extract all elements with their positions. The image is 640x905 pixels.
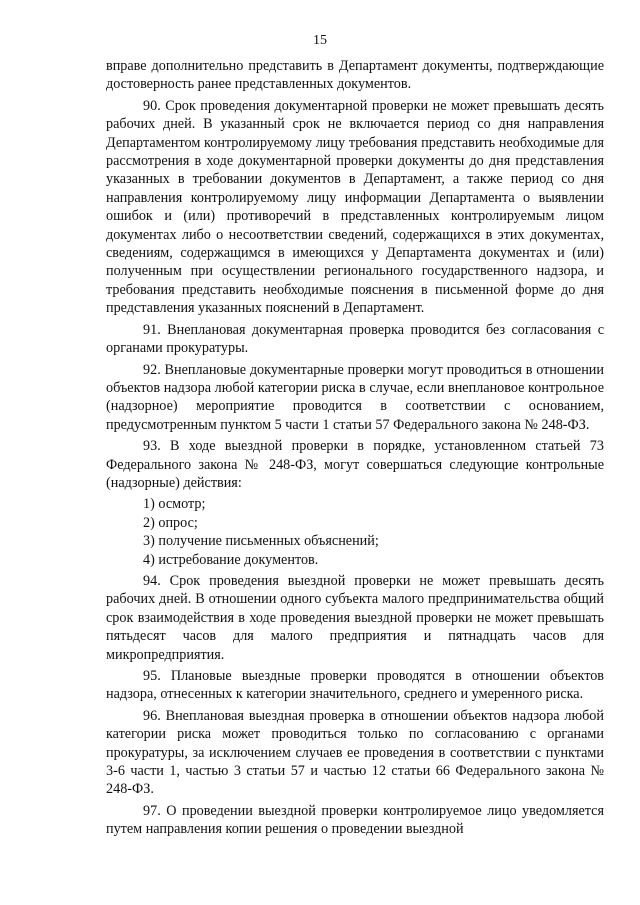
actions-list bbox=[106, 495, 604, 569]
paragraph-91: 91. Внеплановая документарная проверка проводится без согласования с органами прокуратуры. bbox=[106, 321, 604, 357]
paragraph-95: 95. Плановые выездные проверки проводятся в отношении объектов надзора, отнесенных к категории значительного, среднего и умеренного риска. bbox=[106, 668, 604, 703]
paragraph-93: 93. В ходе выездной проверки в порядке, установленном статьей 73 Федерального закона № 248-ФЗ, могут совершаться следующие контрольные (надзорные) действия: bbox=[106, 438, 604, 491]
paragraph-90: 90. Срок проведения документарной проверки не может превышать десять рабочих дней. В указанный срок не включается период со дня направления Департаментом контролируемому лицу требования представить необходимые для рассмотрения в ходе документарной проверки документы до дня представления указанных в требовании документов в Департамент, а также период со дня направления контролируемому лицу информации Департамента о выявлении ошибок и (или) противоречий в представленных контролируемым лицом документах либо о несоответствии сведений, содержащихся в этих документах, сведениям, содержащимся в имеющихся у Департамента документах и (или) полученным при осуществлении регионального государственного надзора, и требования представить необходимые пояснения в письменной форме до дня представления указанных пояснений в Департамент. bbox=[106, 97, 604, 317]
list-item: 2) опрос; bbox=[143, 514, 198, 531]
paragraph-continuation: вправе дополнительно представить в Департамент документы, подтверждающие достоверность ранее представленных документов. bbox=[106, 58, 604, 93]
list-item: 4) истребование документов. bbox=[143, 551, 319, 568]
paragraph-94: 94. Срок проведения выездной проверки не может превышать десять рабочих дней. В отношении одного субъекта малого предпринимательства общий срок взаимодействия в ходе проведения выездной проверки не может превышать пятьдесят часов для малого предприятия и пятнадцать часов для микропредприятия. bbox=[106, 572, 604, 663]
paragraph-92: 92. Внеплановые документарные проверки могут проводиться в отношении объектов надзора любой категории риска в случае, если внеплановое контрольное (надзорное) мероприятие проводится в соответствии с основанием, предусмотренным пунктом 5 части 1 статьи 57 Федерального закона № 248-ФЗ. bbox=[106, 361, 604, 433]
list-item: 1) осмотр; bbox=[143, 496, 206, 513]
paragraph-96: 96. Внеплановая выездная проверка в отношении объектов надзора любой категории риска может проводиться только по согласованию с органами прокуратуры, за исключением случаев ее проведения в соответствии с пунктами 3-6 части 1, частью 3 статьи 57 и частью 12 статьи 66 Федерального закона № 248-ФЗ. bbox=[106, 707, 604, 798]
paragraph-97: 97. О проведении выездной проверки контролируемое лицо уведомляется путем направления копии решения о проведении выездной bbox=[106, 802, 604, 838]
document-body bbox=[106, 57, 604, 842]
list-item: 3) получение письменных объяснений; bbox=[143, 533, 379, 550]
page-number: 15 bbox=[313, 33, 327, 48]
